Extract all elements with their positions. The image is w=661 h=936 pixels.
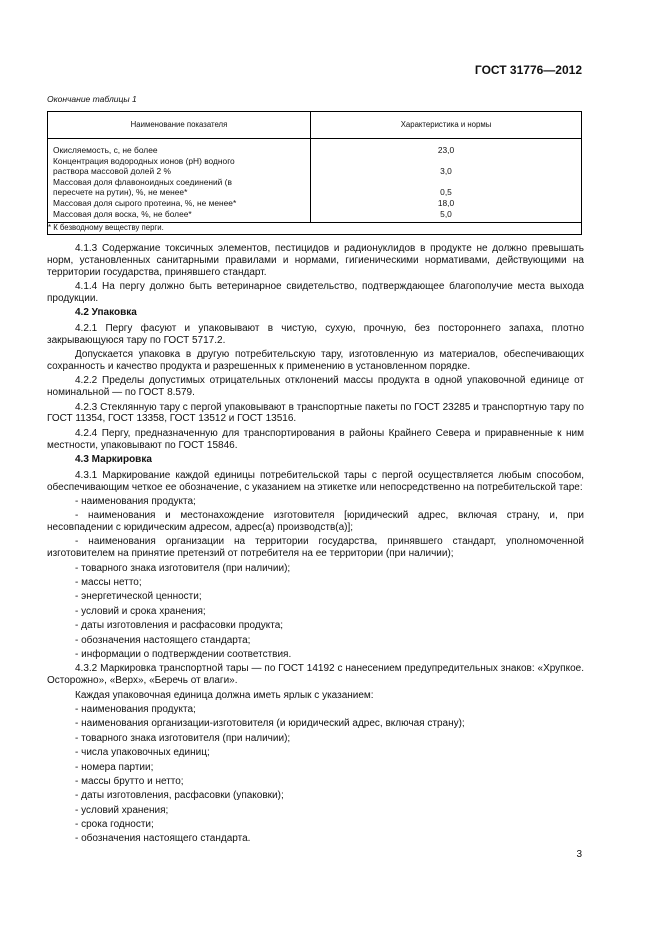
standard-designation: ГОСТ 31776—2012 xyxy=(474,63,582,77)
indicator-line: Концентрация водородных ионов (рН) водного xyxy=(53,155,235,166)
list-item: - срока годности; xyxy=(75,819,154,831)
document-body xyxy=(47,243,584,848)
indicator-line: пересчете на рутин), %, не менее* xyxy=(53,187,188,198)
paragraph-4-3-1: 4.3.1 Маркирование каждой единицы потребительской тары с пергой осуществляется любым способом, обеспечивающим четкое ее обозначение, с указанием на этикетке или непосредственно на потребительской таре: xyxy=(47,469,584,493)
table-caption: Окончание таблицы 1 xyxy=(47,94,137,104)
list-item: - информации о подтверждении соответствия. xyxy=(75,649,292,660)
list-item: - обозначения настоящего стандарта. xyxy=(75,833,251,845)
paragraph-4-1-3: 4.1.3 Содержание токсичных элементов, пестицидов и радионуклидов в продукте не должно превышать норм, установленных санитарными правилами и нормами, гигиеническими нормативами, действующими на территории государства, принявшего стандарт. xyxy=(47,243,584,278)
paragraph-4-3-2: 4.3.2 Маркировка транспортной тары — по ГОСТ 14192 с нанесением предупредительных знаков: «Хрупкое. Осторожно», «Верх», «Беречь от влаги». xyxy=(47,663,584,687)
list-item: - энергетической ценности; xyxy=(75,591,202,603)
indicator-cell xyxy=(48,139,311,223)
list-item: - наименования организации-изготовителя (и юридический адрес, включая страну); xyxy=(75,718,465,730)
indicator-line: Массовая доля сырого протеина, %, не менее* xyxy=(53,197,237,208)
paragraph-4-2-1: 4.2.1 Пергу фасуют и упаковывают в чистую, сухую, прочную, без постороннего запаха, плотно закрывающуюся тару по ГОСТ 5717.2. xyxy=(47,322,584,346)
paragraph-4-2-2: 4.2.2 Пределы допустимых отрицательных отклонений массы продукта в одной упаковочной единице от номинальной — по ГОСТ 8.579. xyxy=(47,375,584,399)
column-header-norms: Характеристика и нормы xyxy=(311,112,582,139)
list-item: - наименования организации на территории государства, принявшего стандарт, уполномоченной изготовителем на принятие претензий от потребителя на ее территории (при наличии); xyxy=(47,536,584,560)
norm-value xyxy=(311,177,581,188)
list-item: - условий и срока хранения; xyxy=(75,605,206,617)
norm-value: 23,0 xyxy=(437,145,455,155)
list-item: - даты изготовления, расфасовки (упаковки); xyxy=(75,790,284,802)
norm-value: 3,0 xyxy=(440,166,452,177)
section-heading-marking: 4.3 Маркировка xyxy=(75,453,152,465)
list-item: - даты изготовления и расфасовки продукта; xyxy=(75,620,284,632)
page-number: 3 xyxy=(576,849,582,860)
list-item: - массы нетто; xyxy=(75,577,142,589)
paragraph-4-2-3: 4.2.3 Стеклянную тару с пергой упаковывают в транспортные пакеты по ГОСТ 23285 и транспортную тару по ГОСТ 11354, ГОСТ 13358, ГОСТ 13512 и ГОСТ 13516. xyxy=(47,401,584,425)
list-item: - наименования продукта; xyxy=(75,495,196,507)
paragraph-4-2-1-alt: Допускается упаковка в другую потребительскую тару, изготовленную из материалов, обеспечивающих сохранность и качество продукта и разрешенных к применению в установленном порядке. xyxy=(47,349,584,372)
section-heading-packaging: 4.2 Упаковка xyxy=(75,307,137,319)
table-footnote: * К безводному веществу перги. xyxy=(48,223,582,235)
list-item: - числа упаковочных единиц; xyxy=(75,747,210,759)
list-item: - обозначения настоящего стандарта; xyxy=(75,634,251,646)
indicator-line: Массовая доля флавоноидных соединений (в xyxy=(53,176,232,187)
transport-label-list xyxy=(47,704,584,845)
list-item: - массы брутто и нетто; xyxy=(75,775,184,787)
properties-table xyxy=(47,111,582,235)
paragraph-label-intro: Каждая упаковочная единица должна иметь ярлык с указанием: xyxy=(75,689,374,701)
list-item: - наименования продукта; xyxy=(75,703,196,715)
list-item: - товарного знака изготовителя (при наличии); xyxy=(75,562,291,574)
norms-cell xyxy=(311,139,582,223)
norm-value: 5,0 xyxy=(440,208,452,219)
table-header-row xyxy=(48,112,582,139)
consumer-label-list xyxy=(47,496,584,661)
paragraph-4-2-4: 4.2.4 Пергу, предназначенную для транспортирования в районы Крайнего Севера и приравненные к ним местности, упаковывают по ГОСТ 15846. xyxy=(47,427,584,451)
indicator-line: Окисляемость, с, не более xyxy=(53,145,158,155)
indicator-line: Массовая доля воска, %, не более* xyxy=(53,208,192,219)
list-item: - условий хранения; xyxy=(75,804,169,816)
list-item: - товарного знака изготовителя (при наличии); xyxy=(75,732,291,744)
table-footnote-row xyxy=(48,223,582,235)
list-item: - наименования и местонахождение изготовителя [юридический адрес, включая страну, и, при несовпадении с юридическим адресом, адрес(а) производств(а)]; xyxy=(47,510,584,534)
norm-value: 0,5 xyxy=(440,187,452,198)
paragraph-4-1-4: 4.1.4 На пергу должно быть ветеринарное свидетельство, подтверждающее благополучие места выхода продукции. xyxy=(47,280,584,304)
norm-value: 18,0 xyxy=(437,197,455,208)
indicator-line: раствора массовой долей 2 % xyxy=(53,166,171,177)
table-body-row xyxy=(48,139,582,223)
norm-value xyxy=(311,156,581,167)
list-item: - номера партии; xyxy=(75,761,154,773)
column-header-indicator: Наименование показателя xyxy=(48,112,311,139)
